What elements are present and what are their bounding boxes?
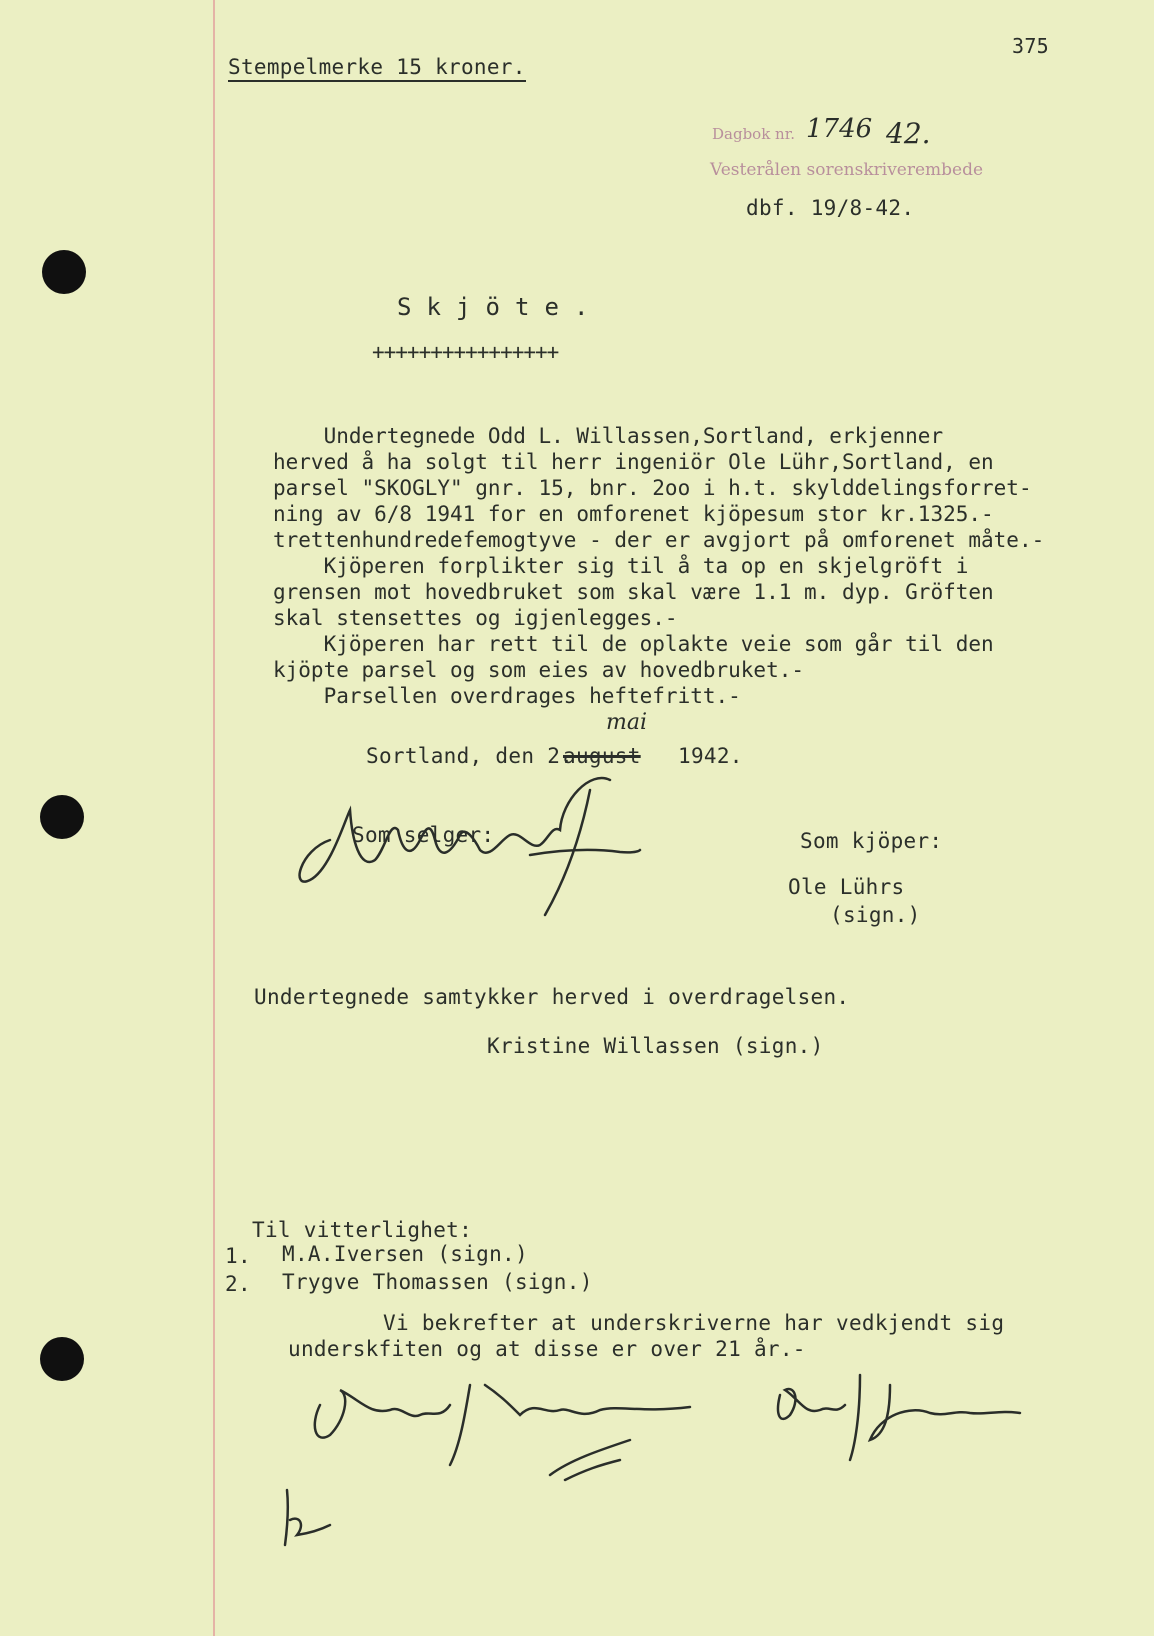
confirm-line-1: Vi bekrefter at underskriverne har vedkjendt sig [383,1311,1005,1335]
buyer-label: Som kjöper: [800,829,943,853]
consent-text: Undertegnede samtykker herved i overdragelsen. [254,985,850,1009]
punch-hole-bottom [40,1337,84,1381]
body-line: Kjöperen forplikter sig til å ta op en skjelgröft i [273,554,969,578]
office-stamp: Vesterålen sorenskriverembede [710,160,984,180]
body-line: Kjöperen har rett til de oplakte veie som går til den [273,632,994,656]
punch-hole-middle [40,795,84,839]
body-line: ning av 6/8 1941 for en omforenet kjöpesum stor kr.1325.- [273,502,994,526]
seller-signature [290,780,670,920]
consent-name: Kristine Willassen (sign.) [487,1034,824,1058]
body-line: kjöpte parsel og som eies av hovedbruket.- [273,658,805,682]
document-title: S k j ö t e . [397,293,589,321]
body-line: trettenhundredefemogtyve - der er avgjort på omforenet måte.- [273,528,1045,552]
dagbok-label: Dagbok nr. [712,125,796,143]
punch-hole-top [42,250,86,294]
body-line: grensen mot hovedbruket som skal være 1.1 m. dyp. Gröften [273,580,994,604]
place-date-prefix: Sortland, den 2. [366,744,574,768]
date-year: 1942. [678,744,743,768]
month-correction: mai [606,710,648,735]
witness-1-number: 1. [225,1244,251,1268]
witness-header: Til vitterlighet: [252,1218,473,1242]
body-line: Undertegnede Odd L. Willassen,Sortland, erkjenner [273,424,944,448]
month-struck: august [563,744,641,768]
witness-2-name: Trygve Thomassen (sign.) [282,1270,593,1294]
witness-2-number: 2. [225,1272,251,1296]
body-line: skal stensettes og igjenlegges.- [273,606,678,630]
body-line: herved å ha solgt til herr ingeniör Ole Lühr,Sortland, en [273,450,994,474]
body-line: parsel "SKOGLY" gnr. 15, bnr. 2oo i h.t. skylddelingsforret- [273,476,1032,500]
page-number: 375 [1012,34,1050,58]
title-underline: ++++++++++++++++ [372,340,559,364]
stamp-duty-note: Stempelmerke 15 kroner. [228,55,526,82]
body-line: Parsellen overdrages heftefritt.- [273,684,741,708]
seller-signature-text: O.Willassen [290,780,297,781]
dagbok-number: 1746 [806,114,873,144]
buyer-name: Ole Lührs [788,875,905,899]
margin-line [213,0,215,1636]
buyer-sign: (sign.) [830,903,921,927]
confirm-signature-left [300,1365,720,1485]
witness-1-name: M.A.Iversen (sign.) [282,1242,528,1266]
seller-label: Som selger: [352,823,495,847]
initials-mark [275,1485,345,1555]
confirm-signature-right [770,1365,1040,1455]
confirm-line-2: underskfiten og at disse er over 21 år.- [288,1337,806,1361]
dbf-date: dbf. 19/8-42. [746,196,915,220]
dagbok-year: 42. [886,117,931,150]
